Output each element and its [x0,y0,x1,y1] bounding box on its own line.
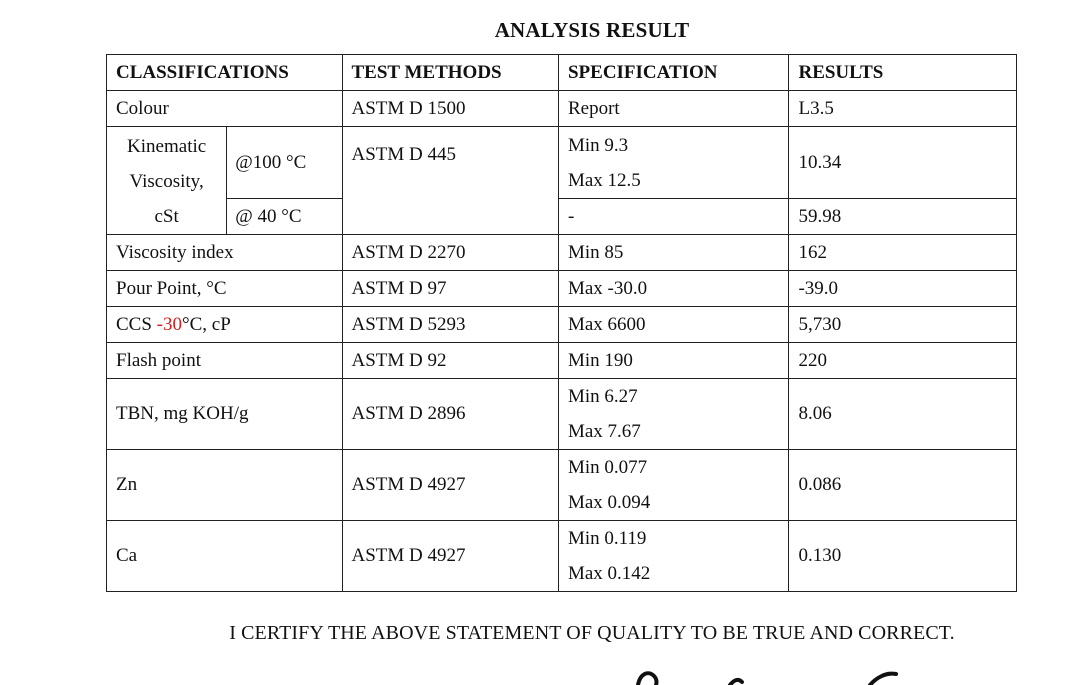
spec-cell: Max -30.0 [558,271,789,307]
result-cell: 0.130 [789,521,1017,592]
spec-cell: Min 190 [558,343,789,379]
table-row-viscosity-index [107,235,1017,271]
table-row-zn [107,450,1017,521]
document-title: ANALYSIS RESULT [494,18,690,42]
spec-max: Max 7.67 [567,421,641,442]
header-test-methods: TEST METHODS [342,55,558,91]
method-cell: ASTM D 5293 [342,307,558,343]
method-cell: ASTM D 92 [342,343,558,379]
spec-cell: Max 6600 [558,307,789,343]
result-cell: L3.5 [789,91,1017,127]
certification-statement: I CERTIFY THE ABOVE STATEMENT OF QUALITY TO BE TRUE AND CORRECT. [229,622,955,644]
result-cell: 5,730 [789,307,1017,343]
analysis-table [106,54,1017,592]
kinematic-viscosity-label [107,127,227,235]
classification-cell [107,307,343,343]
spec-cell [558,127,789,199]
ccs-suffix: °C, cP [182,313,231,335]
classification-cell: Colour [107,91,343,127]
classification-cell: Pour Point, °C [107,271,343,307]
kinematic-label-line1: Kinematic [127,136,207,157]
spec-cell: Report [558,91,789,127]
result-cell: 8.06 [789,379,1017,450]
temperature-40-cell: @ 40 °C [227,199,342,235]
table-row-flash-point [107,343,1017,379]
header-results: RESULTS [789,55,1017,91]
classification-cell: Flash point [107,343,343,379]
spec-cell [558,379,789,450]
table-row-pour-point [107,271,1017,307]
kinematic-label-line3: cSt [154,206,179,227]
classification-cell: Ca [107,521,343,592]
spec-max: Max 0.142 [567,563,651,584]
spec-cell [558,521,789,592]
spec-min: Min 0.077 [567,457,648,478]
table-row-ccs [107,307,1017,343]
header-classifications: CLASSIFICATIONS [107,55,343,91]
spec-min: Min 6.27 [567,386,638,407]
result-cell: -39.0 [789,271,1017,307]
table-row-kinematic-100 [107,127,1017,199]
temperature-100-cell: @100 °C [227,127,342,199]
spec-max: Max 0.094 [567,492,651,513]
ccs-prefix: CCS [116,313,157,335]
method-cell: ASTM D 2896 [342,379,558,450]
result-cell: 0.086 [789,450,1017,521]
signature-image [600,660,930,685]
table-header-row [107,55,1017,91]
result-cell: 162 [789,235,1017,271]
table-row-kinematic-40 [107,199,1017,235]
spec-cell: - [558,199,789,235]
classification-cell: Zn [107,450,343,521]
method-cell: ASTM D 2270 [342,235,558,271]
result-cell: 59.98 [789,199,1017,235]
kinematic-label-line2: Viscosity, [129,171,204,192]
spec-max: Max 12.5 [567,169,641,191]
result-cell: 10.34 [789,127,1017,199]
method-cell: ASTM D 445 [342,127,558,235]
table-row-tbn [107,379,1017,450]
ccs-temperature: -30 [156,313,182,335]
method-cell: ASTM D 4927 [342,450,558,521]
table-row-ca [107,521,1017,592]
spec-min: Min 0.119 [567,528,647,549]
header-specification: SPECIFICATION [558,55,789,91]
method-cell: ASTM D 1500 [342,91,558,127]
spec-cell: Min 85 [558,235,789,271]
table-row-colour [107,91,1017,127]
spec-cell [558,450,789,521]
result-cell: 220 [789,343,1017,379]
method-cell: ASTM D 4927 [342,521,558,592]
classification-cell: TBN, mg KOH/g [107,379,343,450]
classification-cell: Viscosity index [107,235,343,271]
method-cell: ASTM D 97 [342,271,558,307]
spec-min: Min 9.3 [567,134,629,156]
